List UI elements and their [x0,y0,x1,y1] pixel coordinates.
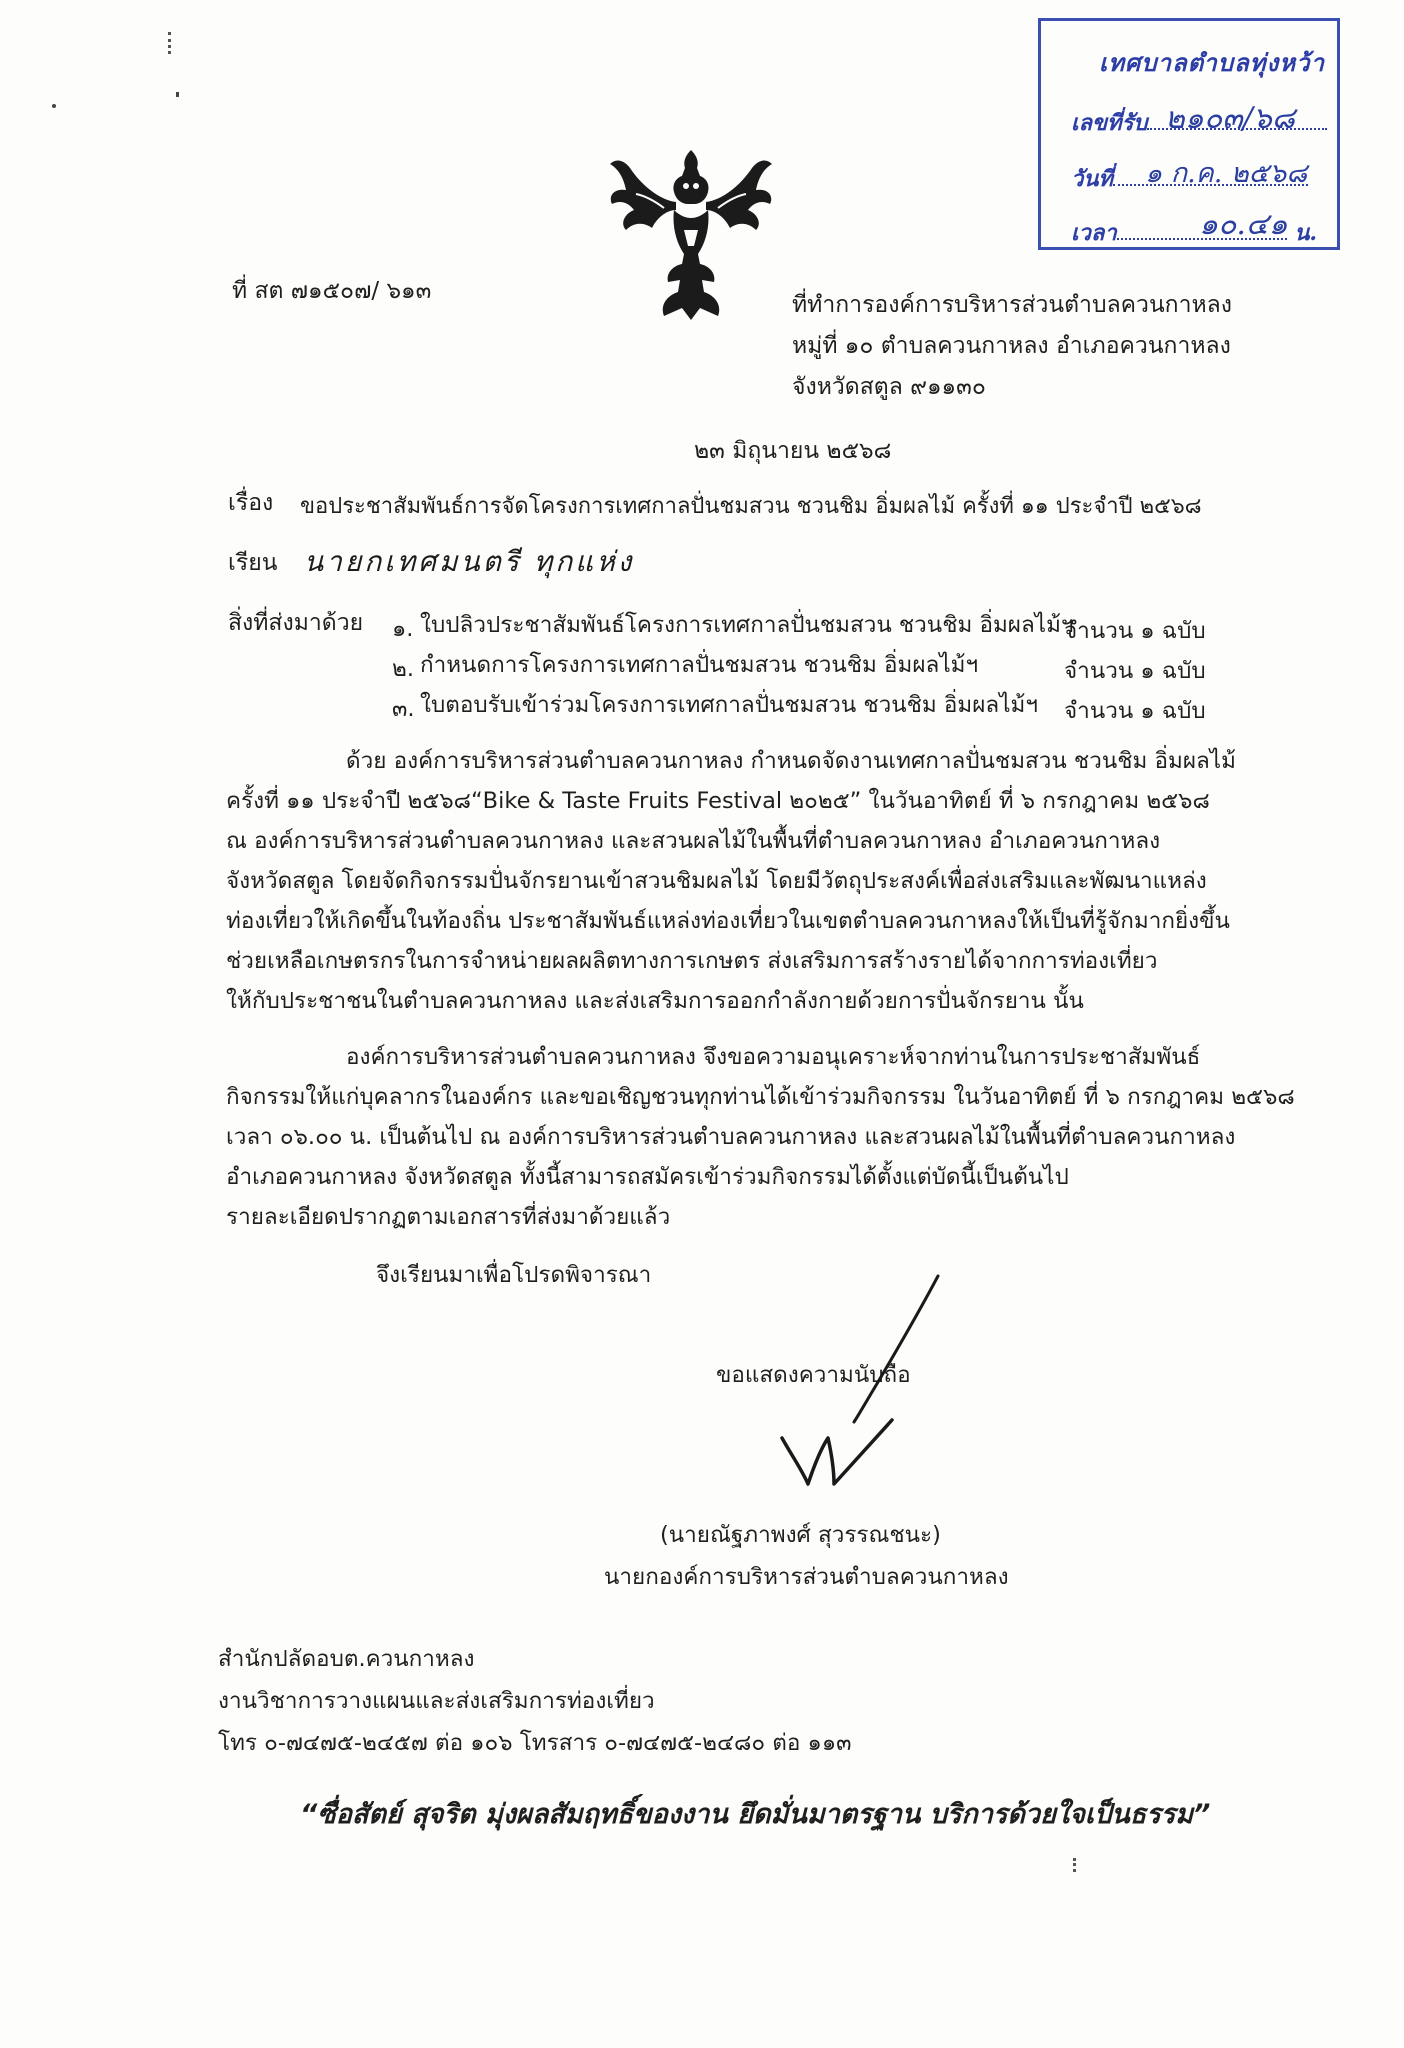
footer-contact: โทร ๐-๗๔๗๕-๒๔๕๗ ต่อ ๑๐๖ โทรสาร ๐-๗๔๗๕-๒๔๘๐ ต่อ ๑๑๓ [218,1730,852,1756]
subject-label: เรื่อง [228,490,274,516]
office-address-line-3: จังหวัดสตูล ๙๑๑๓๐ [792,374,986,400]
addressee-handwritten: นายกเทศมนตรี ทุกแห่ง [304,545,635,578]
body-paragraph-2-line: อำเภอควนกาหลง จังหวัดสตูล ทั้งนี้สามารถสมัครเข้าร่วมกิจกรรมได้ตั้งแต่บัดนี้เป็นต้นไป [226,1164,1069,1190]
enclosure-number: ๓. [392,696,415,722]
subject-text: ขอประชาสัมพันธ์การจัดโครงการเทศกาลปั่นชมสวน ชวนชิม อิ่มผลไม้ ครั้งที่ ๑๑ ประจำปี ๒๕๖๘ [300,494,1202,519]
body-paragraph-1-line: ด้วย องค์การบริหารส่วนตำบลควนกาหลง กำหนดจัดงานเทศกาลปั่นชมสวน ชวนชิม อิ่มผลไม้ [346,748,1236,774]
enclosure-quantity: จำนวน ๑ ฉบับ [1064,658,1206,684]
body-paragraph-2-line: องค์การบริหารส่วนตำบลควนกาหลง จึงขอความอนุเคราะห์จากท่านในการประชาสัมพันธ์ [346,1044,1201,1070]
stamp-time-suffix: น. [1294,220,1318,246]
footer-office: สำนักปลัดอบต.ควนกาหลง [218,1646,475,1672]
body-paragraph-2-line: รายละเอียดปรากฏตามเอกสารที่ส่งมาด้วยแล้ว [226,1204,671,1230]
enclosure-text: ใบตอบรับเข้าร่วมโครงการเทศกาลปั่นชมสวน ชวนชิม อิ่มผลไม้ฯ [420,692,1039,718]
body-paragraph-1-line: ครั้งที่ ๑๑ ประจำปี ๒๕๖๘“Bike & Taste Fruits Festival ๒๐๒๕” ในวันอาทิตย์ ที่ ๖ กรกฎาคม ๒๕๖๘ [226,788,1210,814]
enclosure-quantity: จำนวน ๑ ฉบับ [1064,698,1206,724]
garuda-emblem [606,146,776,322]
stamp-receive-label: เลขที่รับ [1071,110,1148,136]
organization-motto: “ซื่อสัตย์ สุจริต มุ่งผลสัมฤทธิ์ของงาน ยึดมั่นมาตรฐาน บริการด้วยใจเป็นธรรม” [300,1799,1211,1830]
office-address-line-2: หมู่ที่ ๑๐ ตำบลควนกาหลง อำเภอควนกาหลง [792,333,1231,359]
enclosure-text: กำหนดการโครงการเทศกาลปั่นชมสวน ชวนชิม อิ่มผลไม้ฯ [420,652,979,678]
reference-number: ที่ สต ๗๑๕๐๗/ ๖๑๓ [232,278,432,304]
salutation-label: เรียน [228,550,278,576]
body-paragraph-1-line: จังหวัดสตูล โดยจัดกิจกรรมปั่นจักรยานเข้าสวนชิมผลไม้ โดยมีวัตถุประสงค์เพื่อส่งเสริมและพัฒนาแหล่ง [226,868,1207,894]
closing-sentence: จึงเรียนมาเพื่อโปรดพิจารณา [376,1262,652,1288]
body-paragraph-2-line: เวลา ๐๖.๐๐ น. เป็นต้นไป ณ องค์การบริหารส่วนตำบลควนกาหลง และสวนผลไม้ในพื้นที่ตำบลควนกาหลง [226,1124,1236,1150]
letter-date: ๒๓ มิถุนายน ๒๕๖๘ [694,438,892,464]
scan-speck [52,104,56,108]
handwritten-signature [770,1270,960,1500]
body-paragraph-1-line: ท่องเที่ยวให้เกิดขึ้นในท้องถิ่น ประชาสัมพันธ์แหล่งท่องเที่ยวในเขตตำบลควนกาหลงให้เป็นที่รู้จักมากยิ่งขึ้น [226,908,1230,934]
scan-speck [1073,1858,1081,1872]
enclosures-label: สิ่งที่ส่งมาด้วย [228,610,364,636]
stamp-title: เทศบาลตำบลทุ่งหว้า [1099,48,1325,77]
stamp-date-label: วันที่ [1071,166,1113,192]
stamp-time-label: เวลา [1071,220,1117,246]
enclosure-quantity: จำนวน ๑ ฉบับ [1064,618,1206,644]
footer-section: งานวิชาการวางแผนและส่งเสริมการท่องเที่ยว [218,1688,655,1714]
body-paragraph-1-line: ณ องค์การบริหารส่วนตำบลควนกาหลง และสวนผลไม้ในพื้นที่ตำบลควนกาหลง อำเภอควนกาหลง [226,828,1161,854]
stamp-receive-number: ๒๑๐๓/๖๘ [1165,101,1295,136]
stamp-time-value: ๑๐.๔๑ [1199,207,1288,242]
regards-text: ขอแสดงความนับถือ [716,1362,911,1388]
office-address-line-1: ที่ทำการองค์การบริหารส่วนตำบลควนกาหลง [792,292,1233,318]
scan-speck [168,32,174,54]
enclosure-number: ๒. [392,656,414,682]
body-paragraph-1-line: ให้กับประชาชนในตำบลควนกาหลง และส่งเสริมการออกกำลังกายด้วยการปั่นจักรยาน นั้น [226,988,1084,1014]
enclosure-text: ใบปลิวประชาสัมพันธ์โครงการเทศกาลปั่นชมสวน ชวนชิม อิ่มผลไม้ฯ [420,612,1074,638]
signatory-position: นายกองค์การบริหารส่วนตำบลควนกาหลง [604,1564,1009,1590]
signatory-name: (นายณัฐภาพงศ์ สุวรรณชนะ) [660,1522,941,1548]
receipt-stamp [1038,18,1340,250]
scan-speck [176,92,179,97]
stamp-date-value: ๑ ก.ค. ๒๕๖๘ [1145,158,1308,189]
body-paragraph-1-line: ช่วยเหลือเกษตรกรในการจำหน่ายผลผลิตทางการเกษตร ส่งเสริมการสร้างรายได้จากการท่องเที่ยว [226,948,1158,974]
enclosure-number: ๑. [392,616,414,642]
body-paragraph-2-line: กิจกรรมให้แก่บุคลากรในองค์กร และขอเชิญชวนทุกท่านได้เข้าร่วมกิจกรรม ในวันอาทิตย์ ที่ ๖ กรกฎาคม ๒๕๖๘ [226,1084,1295,1110]
